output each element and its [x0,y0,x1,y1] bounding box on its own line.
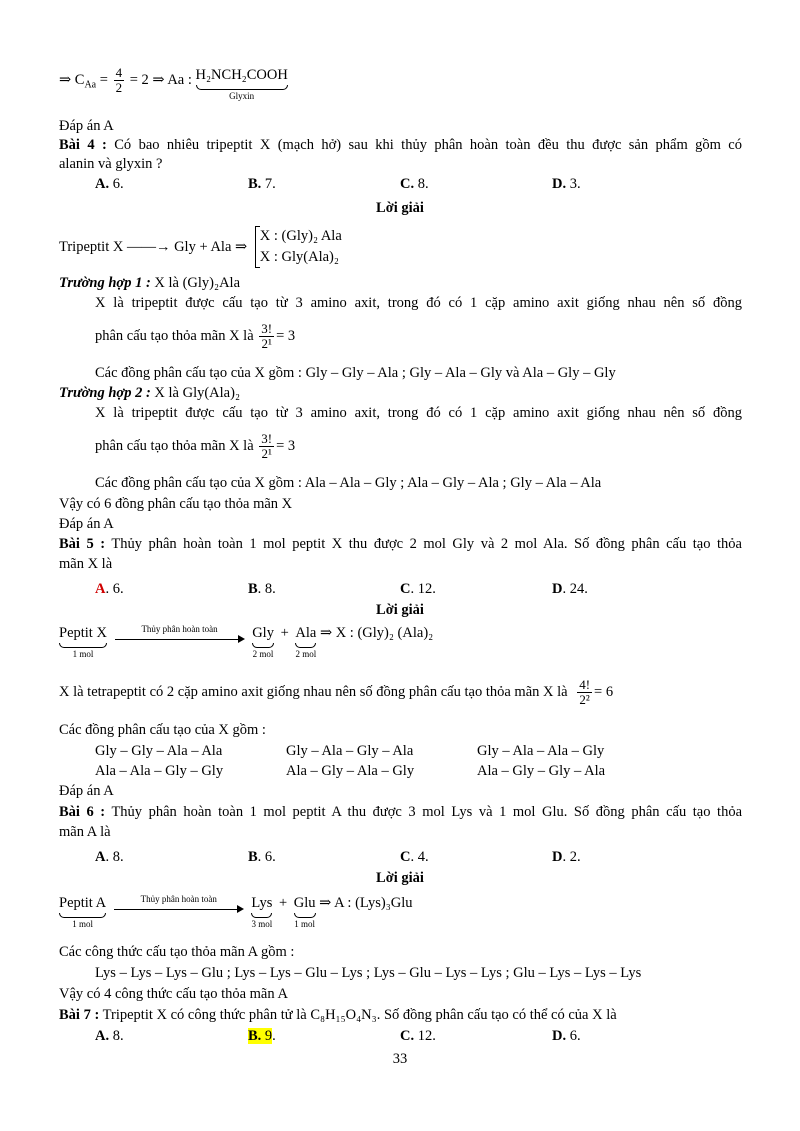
bai6-formulas-title: Các công thức cấu tạo thỏa mãn A gồm : [59,944,295,960]
bai4-option-c: C. 8. [400,176,429,192]
list-item: Gly – Gly – Ala – Ala [95,743,223,759]
bai6-option-c: C. 4. [400,849,429,865]
bai4-case1-line2: phân cấu tạo thỏa mãn X là $\frac{3!}{\text{2¹}}$ = 3 [95,321,296,351]
fraction: $\frac{3!}{\text{2¹}}$ [261,321,273,351]
bai4-answer: Đáp án A [59,516,114,532]
bai6-reaction: Peptit A 1 mol Thủy phân hoàn toàn Lys 3 mol + Glu 1 mol ⇒ A : (Lys)₃Glu [59,894,413,929]
bai5-solution-title: Lời giải [376,602,424,618]
bai4-question-line2: alanin và glyxin ? [59,156,163,172]
bai6-formulas: Lys – Lys – Lys – Glu ; Lys – Lys – Glu – Lys ; Lys – Glu – Lys – Lys ; Glu – Lys – Lys – Lys [95,965,642,981]
list-item: Ala – Gly – Ala – Gly [286,763,415,779]
bai5-answer: Đáp án A [59,783,114,799]
bai5-option-b: B. 8. [248,581,276,597]
glyxin-brace: H₂NCH₂COOH Glyxin [195,67,288,101]
bai7-question: Bài 7 : Tripeptit X có công thức phân tử là C₈H₁₅O₄N₃. Số đồng phân cấu tạo có thể có của X là [59,1007,617,1023]
bai6-option-b: B. 6. [248,849,276,865]
bai6-question-line2: mãn A là [59,824,111,840]
page-number: 33 [392,1051,408,1067]
bai7-option-c: C. 12. [400,1028,436,1044]
bai4-case2-isomers: Các đồng phân cấu tạo của X gồm : Ala – Ala – Gly ; Ala – Gly – Ala ; Gly – Ala – Ala [95,475,602,491]
bai5-option-a: A. 6. [95,581,124,597]
bai6-question-line1: Bài 6 : Thủy phân hoàn toàn 1 mol peptit A thu được 3 mol Lys và 1 mol Glu. Số đồng phân cấu tạo thỏa [59,804,742,820]
bai4-question-line1: Bài 4 : Có bao nhiêu tripeptit X (mạch hở) sau khi thủy phân hoàn toàn đều thu được sản phẩm gồm có [59,137,742,153]
fraction: $\frac{4!}{\text{2²}}$ [579,677,591,707]
fraction: $\frac{3!}{\text{2¹}}$ [261,431,273,461]
hydrolysis-arrow: Thủy phân hoàn toàn [115,624,245,644]
bai6-option-a: A. 8. [95,849,124,865]
bai4-case2-line1: X là tripeptit được cấu tạo từ 3 amino axit, trong đó có 1 cặp amino axit giống nhau nên số đồng [95,405,742,421]
formula-sub: Aa [84,79,97,91]
list-item: Ala – Gly – Gly – Ala [477,763,606,779]
bai6-conclusion: Vậy có 4 công thức cấu tạo thỏa mãn A [59,986,288,1002]
bai5-reaction: Peptit X 1 mol Thủy phân hoàn toàn Gly 2 mol + Ala 2 mol ⇒ X : (Gly)₂ (Ala)₂ [59,624,434,659]
bai7-option-d: D. 6. [552,1028,581,1044]
bai5-option-d: D. 24. [552,581,588,597]
hydrolysis-arrow: Thủy phân hoàn toàn [114,894,244,914]
bai4-case2-line2: phân cấu tạo thỏa mãn X là $\frac{3!}{\text{2¹}}$ = 3 [95,431,296,461]
fraction: $\frac{4}{2}$ [115,65,123,95]
bai5-tetra-text: X là tetrapeptit có 2 cặp amino axit giống nhau nên số đồng phân cấu tạo thỏa mãn X là $\frac{4!}{\text{2²}}$ = 6 [59,677,614,707]
bai4-case2-heading: Trường hợp 2 : X là Gly(Ala)₂ [59,385,241,401]
bai4-option-d: D. 3. [552,176,581,192]
bai7-option-a: A. 8. [95,1028,124,1044]
bai5-isomers-title: Các đồng phân cấu tạo của X gồm : [59,722,266,738]
list-item: Gly – Ala – Ala – Gly [477,743,605,759]
list-item: Gly – Ala – Gly – Ala [286,743,414,759]
bai4-conclusion: Vậy có 6 đồng phân cấu tạo thỏa mãn X [59,496,293,512]
bai4-case1-line1: X là tripeptit được cấu tạo từ 3 amino axit, trong đó có 1 cặp amino axit giống nhau nên số đồng [95,295,742,311]
formula-prefix: ⇒ C [59,71,85,88]
bai4-case1-heading: Trường hợp 1 : X là (Gly)₂Ala [59,275,241,291]
bai4-solution-title: Lời giải [376,200,424,216]
bai6-option-d: D. 2. [552,849,581,865]
bai4-equation: Tripeptit X ——→ Gly + Ala ⇒ X : (Gly)₂ Ala X : Gly(Ala)₂ [59,226,342,268]
bai5-option-c: C. 12. [400,581,436,597]
bai4-option-b: B. 7. [248,176,276,192]
bai5-question-line1: Bài 5 : Thủy phân hoàn toàn 1 mol peptit X thu được 2 mol Gly và 2 mol Ala. Số đồng phân cấu tạo thỏa [59,536,742,552]
bai7-option-b: B. 9. [248,1028,276,1044]
bai4-option-a: A. 6. [95,176,124,192]
case-bracket: X : (Gly)₂ Ala X : Gly(Ala)₂ [255,226,342,268]
list-item: Ala – Ala – Gly – Gly [95,763,224,779]
glyxin-derivation: ⇒ $C_{Aa}$ = $\frac{4}{2}$ = 2 ⇒ Aa : H₂NCH₂COOH Glyxin [59,65,288,101]
formula-mid: = 2 ⇒ Aa : [129,71,192,88]
bai6-solution-title: Lời giải [376,870,424,886]
bai4-case1-isomers: Các đồng phân cấu tạo của X gồm : Gly – Gly – Ala ; Gly – Ala – Gly và Ala – Gly – Gly [95,365,616,381]
bai5-question-line2: mãn X là [59,556,113,572]
answer-top: Đáp án A [59,118,114,134]
